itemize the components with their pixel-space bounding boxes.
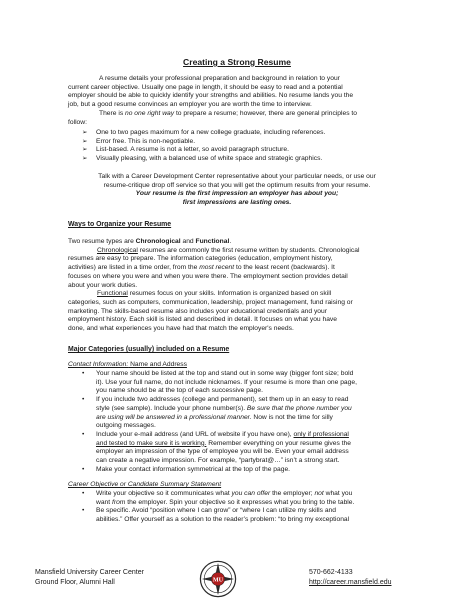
func-line-3: marketing. The skills-based resume also includes your educational credentials and your bbox=[68, 307, 327, 315]
intro-rule-post: to prepare a resume; however, there are general principles to bbox=[174, 109, 357, 117]
contact-bullet-2-line-4: outgoing messages. bbox=[96, 422, 156, 430]
func-line-1: Functional resumes focus on your skills. Information is organized based on skill bbox=[97, 290, 332, 298]
mansfield-seal-logo bbox=[199, 560, 237, 598]
func-line-5: done, and what experiences you have had that match the employer's needs. bbox=[68, 325, 294, 332]
footer-org-name: Mansfield University Career Center bbox=[35, 569, 144, 576]
disc-bullet-icon: • bbox=[82, 370, 85, 377]
ways-heading: Ways to Organize your Resume bbox=[68, 221, 172, 228]
arrow-bullet-icon: ➢ bbox=[82, 155, 88, 163]
func-head: Functional bbox=[97, 290, 128, 298]
talk-line-2: resume-critique drop off service so that you will get the optimum results from your resume. bbox=[103, 181, 371, 189]
seal-monogram: MU bbox=[212, 577, 224, 584]
disc-bullet-icon: • bbox=[82, 430, 85, 438]
footer-website-link[interactable]: http://career.mansfield.edu bbox=[309, 579, 392, 586]
talk-emphasis-2: first impressions are lasting ones. bbox=[182, 199, 292, 207]
arrow-bullet-icon: ➢ bbox=[82, 146, 88, 154]
page-title: Creating a Strong Resume bbox=[183, 57, 291, 67]
contact-bullet-2-line-3: are using will be answered in a professional manner. Now is not the time for silly bbox=[96, 413, 333, 421]
arrow-bullet-icon: ➢ bbox=[82, 129, 88, 136]
intro-rule-pre: There is bbox=[99, 109, 126, 117]
intro-line-3: employer should be able to quickly identify your strengths and abilities. No resume lands you the bbox=[68, 92, 354, 100]
chrono-line-5: about your work duties. bbox=[68, 281, 138, 289]
talk-line-1: Talk with a Career Development Center representative about your particular needs, or use our bbox=[98, 173, 376, 180]
objective-bullet-2-line-2: abilities.” Offer yourself as a solution to the reader’s problem: “to bring my exceptional bbox=[96, 516, 350, 524]
type-chronological: Chronological bbox=[135, 238, 181, 245]
disc-bullet-icon: • bbox=[82, 507, 85, 515]
contact-bullet-3-line-2: and tested to make sure it is working. Remember everything on your resume gives the bbox=[96, 439, 351, 447]
footer-phone: 570-662-4133 bbox=[309, 569, 353, 576]
contact-bullet-3-line-4: can create a negative impression. For example, “partybrat@…” isn’t a strong start. bbox=[96, 457, 340, 464]
intro-rule-line bbox=[99, 110, 357, 119]
talk-emphasis-1: Your resume is the first impression an employer has about you; bbox=[135, 190, 339, 198]
chrono-line-3: activities) are listed in a time order, from the most recent to the least recent (backwards). It bbox=[68, 264, 335, 272]
type-functional: Functional bbox=[195, 238, 230, 245]
contact-bullet-1-line-3: you name should be at the top of each successive page. bbox=[96, 387, 263, 395]
disc-bullet-icon: • bbox=[82, 490, 85, 497]
objective-subheading: Career Objective or Candidate Summary Statement bbox=[68, 481, 222, 488]
intro-rule-emphasis: no one right way bbox=[125, 109, 175, 117]
types-line: Two resume types are Chronological and Functional. bbox=[68, 238, 232, 245]
contact-subheading: Contact Information: Name and Address bbox=[68, 361, 187, 368]
footer-location: Ground Floor, Alumni Hall bbox=[35, 579, 115, 586]
intro-line-4: job, but a good resume convinces an employer you are worth the time to interview. bbox=[68, 101, 312, 109]
major-heading: Major Categories (usually) included on a Resume bbox=[68, 346, 230, 353]
intro-line-1: A resume details your professional preparation and background in relation to your bbox=[99, 75, 340, 82]
contact-bullet-3-line-3: employer an impression of the type of employee you will be. Even your email address bbox=[96, 448, 349, 456]
footer-contact bbox=[309, 568, 392, 588]
contact-bullet-1-line-2: it). Use your full name, do not include nicknames. If your resume is more than one page, bbox=[96, 378, 357, 386]
chrono-line-1: Chronological resumes are commonly the first resume written by students. Chronological bbox=[97, 246, 360, 254]
disc-bullet-icon: • bbox=[82, 396, 85, 404]
arrow-bullet-icon: ➢ bbox=[82, 137, 88, 145]
contact-bullet-2-line-2: style (see sample). Include your phone number(s). Be sure that the phone number you bbox=[96, 404, 352, 412]
chrono-head: Chronological bbox=[97, 246, 138, 254]
chrono-line-2: resumes are easy to prepare. The information categories (education, employment history, bbox=[68, 255, 333, 263]
resume-guide-page: Creating a Strong Resume A resume details your professional preparation and background in relation to your current career objective. Usually one page in length, it should be easy to read and a potential employer should be able to quickly identify your strengths and abilities. No resume lands you the job, but a good resume convinces an employer you are worth the time to interview. There is no one right way to prepare a resume; however, there are general principles to follow: ➢ One to two pages maximum for a new college graduate, including references. ➢ Error free. This is non-negotiable. ➢ List-based. A resume is not a letter, so avoid paragraph structure. ➢ Visually pleasing, with a balanced use of white space and strategic graphics. Talk with a Career Development Center representative about your particular needs, or use our resume-critique drop off service so that you will get the optimum results from your resume. Your resume is the first impression an employer has about you; first impressions are lasting ones. Ways to Organize your Resume Two resume types are Chronological and Functional. Chronological resumes are commonly the first resume written by students. Chronological resumes are easy to prepare. The information categories (education, employment history, activities) are listed in a time order, from the most recent to the least recent (backwards). It focuses on where you were and when you were there. The employment section provides detail about your work duties. Functional resumes focus on your skills. Information is organized based on skill categories, such as computers, communication, leadership, project management, fund raising or marketing. The skills-based resume also includes your educational credentials and your employment history. Each skill is listed and described in detail. It focuses on what you have done, and what experiences you have had that match the employer's needs. Major Categories (usually) included on a Resume Contact Information: Name and Address • Your name should be listed at the top and stand out in some way (bigger font size; bold it). Use your full name, do not include nicknames. If your resume is more than one page, you name should be at the top of each successive page. • If you include two addresses (college and permanent), set them up in an easy to read style (see sample). Include your phone number(s). Be sure that the phone number you are using will be answered in a professional manner. Now is not the time for silly outgoing messages. • Include your e-mail address (and URL of website if you have one), only if professional and tested to make sure it is working. Remember everything on your resume gives the employer an impression of the type of employee you will be. Even your email address can create a negative impression. For example, “partybrat@…” isn’t a strong start. • Make your contact information symmetrical at the top of the page. Career Objective or Candidate Summary Statement • Write your objective so it communicates what you can offer the employer; not what you want from the employer. Spin your objective so it expresses what you bring to the table. • Be specific. Avoid “position where I can grow” or “where I can utilize my skills and abilities.” Offer yourself as a solution to the reader’s problem: “to bring my exceptional Mansfield University Career Center Ground Floor, Alumni Hall MU 570-662-4133 http://career.mansfield.edu bbox=[0, 0, 474, 613]
footer-address bbox=[35, 568, 144, 588]
intro-follow: follow: bbox=[68, 118, 87, 126]
intro-line-2: current career objective. Usually one page in length, it should be easy to read and a potential bbox=[68, 83, 343, 91]
func-line-2: categories, such as computers, communication, leadership, project management, fund raising or bbox=[68, 298, 353, 306]
func-line-4: employment history. Each skill is listed and described in detail. It focuses on what you have bbox=[68, 316, 337, 324]
disc-bullet-icon: • bbox=[82, 465, 85, 473]
objective-bullet-1-line-2: want from the employer. Spin your objective so it expresses what you bring to the table. bbox=[96, 498, 355, 506]
chrono-line-4: focuses on where you were and when you were there. The employment section provides detail bbox=[68, 272, 348, 280]
